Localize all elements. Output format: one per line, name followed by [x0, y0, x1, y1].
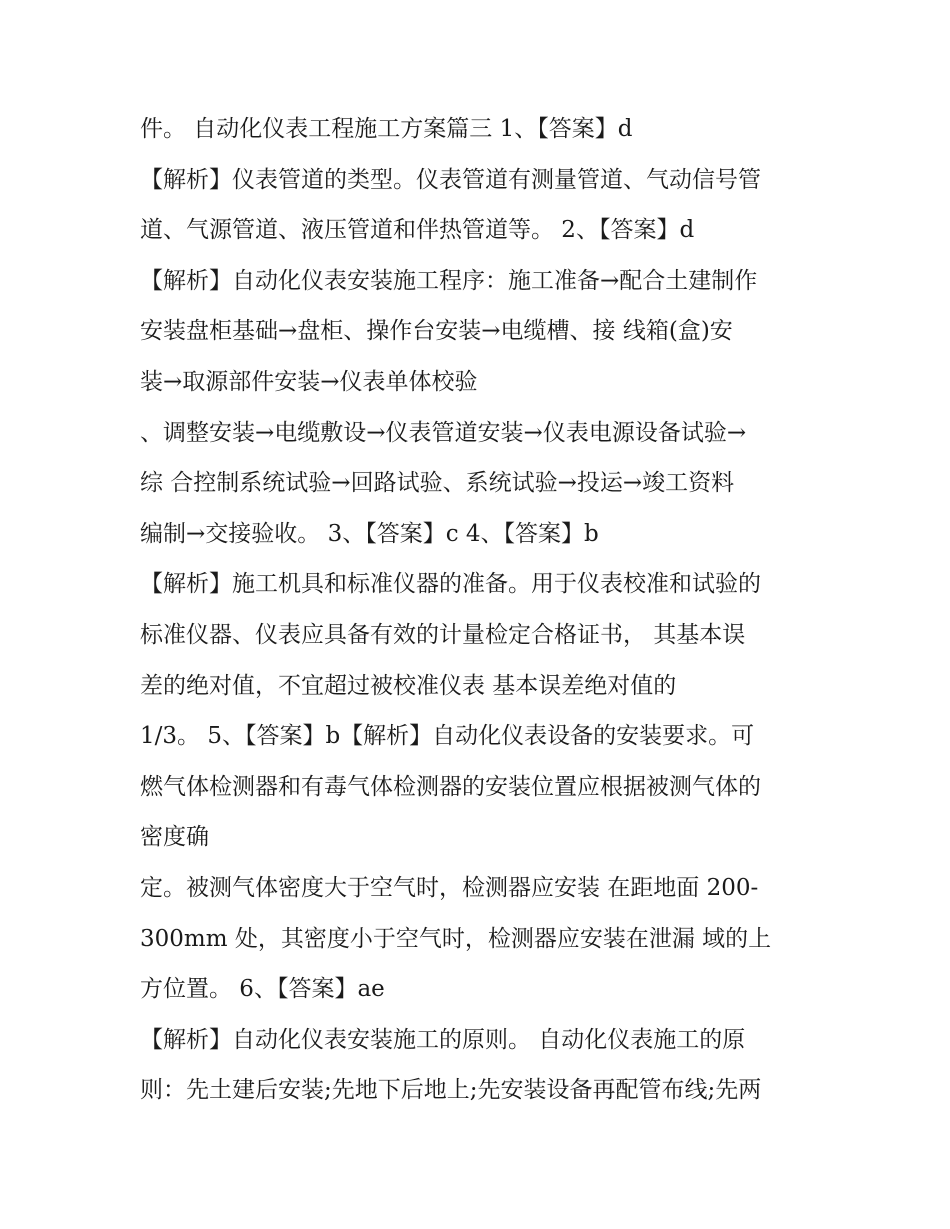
text-line-7: 、调整安装→电缆敷设→仪表管道安装→仪表电源设备试验→: [140, 419, 747, 446]
document-text: [140, 104, 830, 1116]
text-line-17: 300mm 处，其密度小于空气时，检测器应安装在泄漏 域的上: [140, 925, 772, 952]
text-line-5: 安装盘柜基础→盘柜、操作台安装→电缆槽、接 线箱(盒)安: [140, 318, 733, 345]
text-line-19: 【解析】自动化仪表安装施工的原则。 自动化仪表施工的原: [140, 1026, 746, 1053]
text-line-20: 则：先土建后安装;先地下后地上;先安装设备再配管布线;先两: [140, 1077, 762, 1104]
text-line-2: 【解析】仪表管道的类型。仪表管道有测量管道、气动信号管: [140, 166, 761, 193]
text-line-6: 装→取源部件安装→仪表单体校验: [140, 368, 478, 395]
text-line-4: 【解析】自动化仪表安装施工程序：施工准备→配合土建制作: [140, 267, 758, 294]
text-line-3: 道、气源管道、液压管道和伴热管道等。 2、【答案】d: [140, 217, 695, 244]
text-line-16: 定。被测气体密度大于空气时，检测器应安装 在距地面 200-: [140, 874, 759, 901]
text-line-9: 编制→交接验收。 3、【答案】c 4、【答案】b: [140, 520, 599, 547]
text-line-8: 综 合控制系统试验→回路试验、系统试验→投运→竣工资料: [140, 470, 735, 497]
text-line-11: 标准仪器、仪表应具备有效的计量检定合格证书， 其基本误: [140, 621, 746, 648]
text-line-14: 燃气体检测器和有毒气体检测器的安装位置应根据被测气体的: [140, 773, 761, 800]
text-line-1: 件。 自动化仪表工程施工方案篇三 1、【答案】d: [140, 116, 633, 142]
text-line-13: 1/3。 5、【答案】b【解析】自动化仪表设备的安装要求。可: [140, 723, 755, 750]
text-line-15: 密度确: [140, 824, 209, 851]
text-line-18: 方位置。 6、【答案】ae: [140, 976, 385, 1003]
text-line-10: 【解析】施工机具和标准仪器的准备。用于仪表校准和试验的: [140, 571, 761, 598]
text-line-12: 差的绝对值，不宜超过被校准仪表 基本误差绝对值的: [140, 672, 677, 699]
